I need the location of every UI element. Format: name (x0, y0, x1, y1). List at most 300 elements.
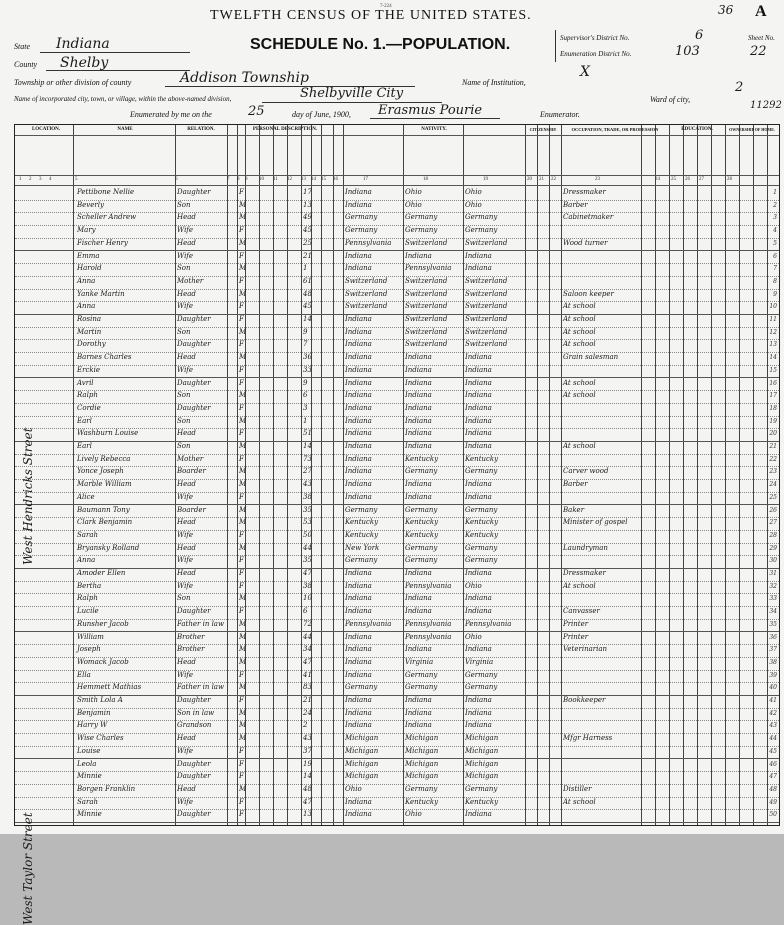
cell-mother-bp: Germany (465, 784, 498, 793)
cell-age: 61 (303, 276, 312, 285)
table-row (15, 327, 779, 340)
line-number: 30 (769, 557, 777, 565)
cell-father-bp: Michigan (405, 734, 439, 743)
cell-father-bp: Indiana (405, 365, 432, 374)
table-row (15, 187, 779, 200)
line-number: 39 (769, 671, 777, 679)
table-row (15, 670, 779, 683)
cell-birthplace: Indiana (345, 429, 372, 438)
cell-sex: M (239, 784, 247, 793)
line-number: 37 (769, 646, 777, 654)
cell-name: Sarah (77, 530, 98, 539)
enumerator-label: Enumerator. (540, 110, 580, 119)
cell-mother-bp: Germany (465, 543, 498, 552)
line-number: 28 (769, 531, 777, 539)
table-row (15, 771, 779, 784)
day-of-label: day of June, 1900, (292, 110, 351, 119)
table-row (15, 809, 779, 822)
cell-sex: M (239, 734, 247, 743)
cell-birthplace: Kentucky (345, 530, 379, 539)
line-number: 2 (773, 201, 777, 209)
cell-mother-bp: Indiana (465, 403, 492, 412)
street-note-hendricks: West Hendricks Street (21, 427, 35, 565)
cell-relation: Head (177, 569, 196, 577)
population-table (14, 124, 780, 925)
cell-age: 47 (303, 657, 312, 666)
cell-relation: Mother (177, 454, 204, 463)
line-number: 16 (769, 379, 777, 387)
cell-age: 43 (303, 734, 312, 743)
cell-age: 14 (303, 772, 312, 781)
cell-relation: Wife (177, 302, 194, 311)
cell-mother-bp: Indiana (465, 810, 492, 819)
cell-relation: Daughter (177, 607, 211, 616)
cell-name: Minnie (77, 772, 102, 781)
ward-label: Ward of city, (650, 95, 691, 104)
line-number: 7 (773, 265, 777, 273)
column-number: 16 (333, 177, 338, 182)
table-row (15, 339, 779, 352)
cell-age: 37 (303, 746, 312, 755)
cell-name: Sarah (77, 797, 98, 806)
table-row (15, 403, 779, 416)
cell-relation: Daughter (177, 188, 211, 196)
cell-sex: F (239, 378, 244, 387)
cell-sex: M (239, 505, 247, 514)
cell-mother-bp: Indiana (465, 353, 492, 362)
cell-age: 13 (303, 810, 312, 819)
state-label: State (14, 42, 30, 51)
column-number: 9 (245, 177, 248, 182)
cell-occupation: Baker (563, 505, 585, 514)
cell-relation: Son (177, 416, 191, 425)
table-row (15, 797, 779, 810)
cell-father-bp: Michigan (405, 759, 439, 768)
city-value: Shelbyville City (300, 86, 404, 101)
column-number: 20 (527, 177, 532, 182)
cell-birthplace: Switzerland (345, 289, 388, 298)
cell-name: Martin (77, 327, 102, 336)
cell-age: 21 (303, 251, 312, 260)
cell-father-bp: Pennsylvania (405, 632, 452, 641)
line-number: 46 (769, 760, 777, 768)
street-note-taylor: West Taylor Street (21, 812, 35, 925)
line-number: 14 (769, 354, 777, 362)
cell-father-bp: Indiana (405, 480, 432, 489)
cell-age: 9 (303, 327, 308, 336)
county-value: Shelby (60, 55, 109, 71)
cell-relation: Daughter (177, 340, 211, 349)
cell-age: 34 (303, 645, 312, 654)
cell-mother-bp: Switzerland (465, 289, 508, 298)
cell-relation: Brother (177, 645, 205, 654)
cell-mother-bp: Indiana (465, 264, 492, 273)
cell-father-bp: Switzerland (405, 315, 448, 323)
cell-mother-bp: Michigan (465, 734, 499, 743)
column-number: 10 (259, 177, 264, 182)
line-number: 3 (773, 214, 777, 222)
table-row (15, 632, 779, 645)
column-number: 21 (539, 177, 544, 182)
cell-name: Marble William (77, 480, 132, 489)
cell-mother-bp: Kentucky (465, 530, 499, 539)
cell-birthplace: Indiana (345, 696, 372, 704)
table-row (15, 416, 779, 429)
cell-age: 49 (303, 213, 312, 222)
cell-sex: F (239, 759, 244, 768)
cell-relation: Daughter (177, 378, 211, 387)
cell-name: Baumann Tony (77, 505, 130, 514)
line-number: 43 (769, 722, 777, 730)
cell-name: Emma (77, 251, 100, 260)
column-number: 2 (29, 177, 32, 182)
cell-age: 41 (303, 670, 312, 679)
cell-name: Fischer Henry (77, 238, 128, 247)
table-row (15, 441, 779, 454)
cell-relation: Father in law (177, 683, 224, 692)
cell-birthplace: Pennsylvania (345, 238, 392, 247)
cell-sex: F (239, 530, 244, 539)
cell-father-bp: Ohio (405, 810, 422, 819)
table-row (15, 746, 779, 759)
cell-birthplace: Germany (345, 683, 378, 692)
cell-father-bp: Indiana (405, 251, 432, 260)
cell-relation: Daughter (177, 696, 211, 704)
cell-sex: F (239, 188, 244, 196)
cell-name: Yanke Martin (77, 289, 125, 298)
cell-birthplace: Indiana (345, 657, 372, 666)
cell-father-bp: Switzerland (405, 327, 448, 336)
margin-number: 11292 (750, 100, 782, 111)
cell-birthplace: Germany (345, 505, 378, 514)
line-number: 32 (769, 582, 777, 590)
cell-relation: Daughter (177, 403, 211, 412)
table-row (15, 263, 779, 276)
sheet-no-value: 22 (750, 44, 767, 59)
cell-age: 53 (303, 518, 312, 527)
cell-age: 44 (303, 632, 312, 641)
cell-age: 2 (303, 721, 308, 730)
cell-father-bp: Germany (405, 670, 438, 679)
cell-birthplace: Switzerland (345, 276, 388, 285)
cell-occupation: Distiller (563, 784, 592, 793)
cell-age: 1 (303, 416, 308, 425)
cell-age: 48 (303, 784, 312, 793)
table-row (15, 428, 779, 441)
cell-name: Womack Jacob (77, 657, 129, 666)
cell-sex: F (239, 226, 244, 235)
cell-age: 44 (303, 543, 312, 552)
township-label: Township or other division of county (14, 78, 132, 87)
cell-name: Earl (77, 442, 92, 450)
cell-father-bp: Indiana (405, 569, 432, 577)
cell-mother-bp: Indiana (465, 251, 492, 260)
cell-father-bp: Pennsylvania (405, 581, 452, 590)
cell-name: Benjamin (77, 708, 111, 717)
cell-occupation: Grain salesman (563, 353, 619, 362)
table-row (15, 530, 779, 543)
cell-relation: Grandson (177, 721, 212, 730)
cell-birthplace: Indiana (345, 403, 372, 412)
cell-relation: Son (177, 264, 191, 273)
cell-relation: Wife (177, 530, 194, 539)
cell-relation: Head (177, 784, 196, 793)
cell-age: 21 (303, 696, 312, 704)
cell-sex: F (239, 429, 244, 438)
cell-birthplace: Indiana (345, 581, 372, 590)
cell-age: 33 (303, 365, 312, 374)
cell-name: Erckie (77, 365, 100, 374)
table-row (15, 301, 779, 314)
cell-father-bp: Switzerland (405, 302, 448, 311)
cell-mother-bp: Switzerland (465, 315, 508, 323)
cell-age: 35 (303, 505, 312, 514)
line-number: 11 (769, 316, 777, 323)
cell-father-bp: Kentucky (405, 518, 439, 527)
cell-mother-bp: Switzerland (465, 340, 508, 349)
cell-mother-bp: Ohio (465, 581, 482, 590)
line-number: 45 (769, 747, 777, 755)
cell-father-bp: Indiana (405, 391, 432, 400)
cell-birthplace: Indiana (345, 442, 372, 450)
cell-age: 25 (303, 238, 312, 247)
colgroup-occupation: OCCUPATION, TRADE, OR PROFESSION (571, 127, 659, 132)
sheet-no-label: Sheet No. (748, 34, 775, 42)
cell-father-bp: Germany (405, 556, 438, 565)
cell-sex: M (239, 708, 247, 717)
cell-mother-bp: Indiana (465, 365, 492, 374)
cell-birthplace: Indiana (345, 670, 372, 679)
table-row (15, 733, 779, 746)
cell-birthplace: Switzerland (345, 302, 388, 311)
table-row (15, 454, 779, 467)
cell-father-bp: Indiana (405, 708, 432, 717)
cell-birthplace: Indiana (345, 315, 372, 323)
column-number: 1 (19, 177, 22, 182)
cell-father-bp: Indiana (405, 353, 432, 362)
cell-age: 83 (303, 683, 312, 692)
cell-mother-bp: Indiana (465, 607, 492, 616)
cell-name: Ralph (77, 391, 98, 400)
line-number: 34 (769, 608, 777, 616)
table-row (15, 593, 779, 606)
cell-father-bp: Indiana (405, 416, 432, 425)
cell-relation: Boarder (177, 467, 206, 476)
table-row (15, 543, 779, 556)
cell-mother-bp: Switzerland (465, 327, 508, 336)
cell-father-bp: Germany (405, 467, 438, 476)
cell-birthplace: Indiana (345, 188, 372, 196)
cell-age: 73 (303, 454, 312, 463)
cell-occupation: At school (563, 391, 596, 400)
cell-birthplace: Pennsylvania (345, 619, 392, 628)
cell-age: 36 (303, 353, 312, 362)
cell-mother-bp: Pennsylvania (465, 619, 512, 628)
cell-name: Leola (77, 759, 97, 768)
table-row (15, 276, 779, 289)
cell-sex: F (239, 365, 244, 374)
cell-father-bp: Kentucky (405, 454, 439, 463)
sheet-stamp-number: 36 (718, 3, 734, 17)
line-number: 22 (769, 455, 777, 463)
cell-birthplace: Germany (345, 556, 378, 565)
line-number: 9 (773, 290, 777, 298)
cell-sex: M (239, 480, 247, 489)
line-number: 41 (769, 697, 777, 704)
cell-sex: M (239, 632, 247, 641)
cell-mother-bp: Germany (465, 213, 498, 222)
form-code: 7-224 (380, 4, 392, 9)
table-row (15, 251, 779, 264)
cell-mother-bp: Indiana (465, 416, 492, 425)
cell-mother-bp: Indiana (465, 594, 492, 603)
line-number: 17 (769, 392, 777, 400)
column-number: 22 (551, 177, 556, 182)
township-value: Addison Township (180, 70, 309, 86)
cell-father-bp: Kentucky (405, 797, 439, 806)
cell-relation: Daughter (177, 315, 211, 323)
line-number: 29 (769, 544, 777, 552)
cell-age: 50 (303, 530, 312, 539)
cell-mother-bp: Indiana (465, 480, 492, 489)
cell-sex: M (239, 619, 247, 628)
line-number: 8 (773, 277, 777, 285)
line-number: 26 (769, 506, 777, 514)
cell-occupation: Cabinetmaker (563, 213, 614, 222)
cell-relation: Head (177, 480, 196, 489)
cell-age: 3 (303, 403, 308, 412)
line-number: 44 (769, 735, 777, 743)
cell-relation: Wife (177, 492, 194, 501)
line-number: 36 (769, 633, 777, 641)
line-number: 27 (769, 519, 777, 527)
column-number: 6 (175, 177, 178, 182)
cell-relation: Daughter (177, 759, 211, 768)
cell-occupation: At school (563, 581, 596, 590)
cell-name: Minnie (77, 810, 102, 819)
cell-age: 45 (303, 226, 312, 235)
line-number: 19 (769, 417, 777, 425)
cell-name: William (77, 632, 104, 641)
cell-age: 51 (303, 429, 312, 438)
cell-sex: M (239, 353, 247, 362)
cell-sex: F (239, 454, 244, 463)
cell-birthplace: Indiana (345, 454, 372, 463)
cell-sex: M (239, 213, 247, 222)
cell-name: Cordie (77, 403, 101, 412)
line-number: 5 (773, 239, 777, 247)
table-row (15, 695, 779, 708)
column-number: 15 (321, 177, 326, 182)
cell-relation: Head (177, 734, 196, 743)
cell-age: 27 (303, 467, 312, 476)
cell-relation: Brother (177, 632, 205, 641)
table-row (15, 619, 779, 632)
cell-occupation: Wood turner (563, 238, 608, 247)
colgroup-education: EDUCATION. (681, 127, 713, 132)
cell-birthplace: Indiana (345, 264, 372, 273)
line-number: 4 (773, 227, 777, 235)
cell-sex: M (239, 645, 247, 654)
cell-relation: Wife (177, 581, 194, 590)
cell-birthplace: Indiana (345, 365, 372, 374)
cell-sex: M (239, 289, 247, 298)
line-number: 23 (769, 468, 777, 476)
table-row (15, 466, 779, 479)
cell-birthplace: Michigan (345, 759, 379, 768)
column-number: 17 (363, 177, 368, 182)
cell-age: 1 (303, 264, 308, 273)
cell-birthplace: Indiana (345, 569, 372, 577)
cell-relation: Head (177, 543, 196, 552)
cell-birthplace: Michigan (345, 772, 379, 781)
cell-birthplace: Indiana (345, 632, 372, 641)
column-number: 8 (237, 177, 240, 182)
cell-mother-bp: Indiana (465, 569, 492, 577)
cell-mother-bp: Switzerland (465, 302, 508, 311)
cell-relation: Wife (177, 365, 194, 374)
cell-mother-bp: Indiana (465, 442, 492, 450)
cell-relation: Wife (177, 556, 194, 565)
table-row (15, 505, 779, 518)
cell-birthplace: Germany (345, 213, 378, 222)
cell-sex: F (239, 581, 244, 590)
cell-occupation: Barber (563, 480, 588, 489)
cell-age: 24 (303, 708, 312, 717)
cell-relation: Head (177, 213, 196, 222)
cell-relation: Head (177, 238, 196, 247)
cell-name: Runsher Jacob (77, 619, 129, 628)
cell-occupation: At school (563, 442, 596, 450)
cell-birthplace: Indiana (345, 200, 372, 209)
cell-name: Rosina (77, 315, 101, 323)
cell-mother-bp: Indiana (465, 429, 492, 438)
cell-name: Washburn Louise (77, 429, 139, 438)
line-number: 47 (769, 773, 777, 781)
cell-name: Anna (77, 556, 96, 565)
column-number: 5 (75, 177, 78, 182)
table-row (15, 314, 779, 327)
institution-value: X (580, 64, 590, 80)
column-number: 26 (685, 177, 690, 182)
cell-age: 6 (303, 607, 308, 616)
cell-father-bp: Indiana (405, 429, 432, 438)
column-number: 25 (671, 177, 676, 182)
table-row (15, 200, 779, 213)
cell-name: Lively Rebecca (77, 454, 131, 463)
cell-relation: Son (177, 442, 191, 450)
cell-sex: F (239, 569, 244, 577)
table-row (15, 606, 779, 619)
line-number: 10 (769, 303, 777, 311)
cell-sex: M (239, 657, 247, 666)
cell-age: 10 (303, 594, 312, 603)
cell-mother-bp: Germany (465, 670, 498, 679)
cell-birthplace: Indiana (345, 391, 372, 400)
column-number: 24 (655, 177, 660, 182)
cell-birthplace: Indiana (345, 340, 372, 349)
cell-birthplace: Ohio (345, 784, 362, 793)
cell-sex: F (239, 746, 244, 755)
cell-occupation: At school (563, 302, 596, 311)
cell-sex: F (239, 696, 244, 704)
cell-relation: Son (177, 391, 191, 400)
cell-name: Louise (77, 746, 101, 755)
enumerator-value: Erasmus Pourie (378, 103, 483, 118)
table-row (15, 720, 779, 733)
table-row (15, 352, 779, 365)
cell-birthplace: Indiana (345, 467, 372, 476)
